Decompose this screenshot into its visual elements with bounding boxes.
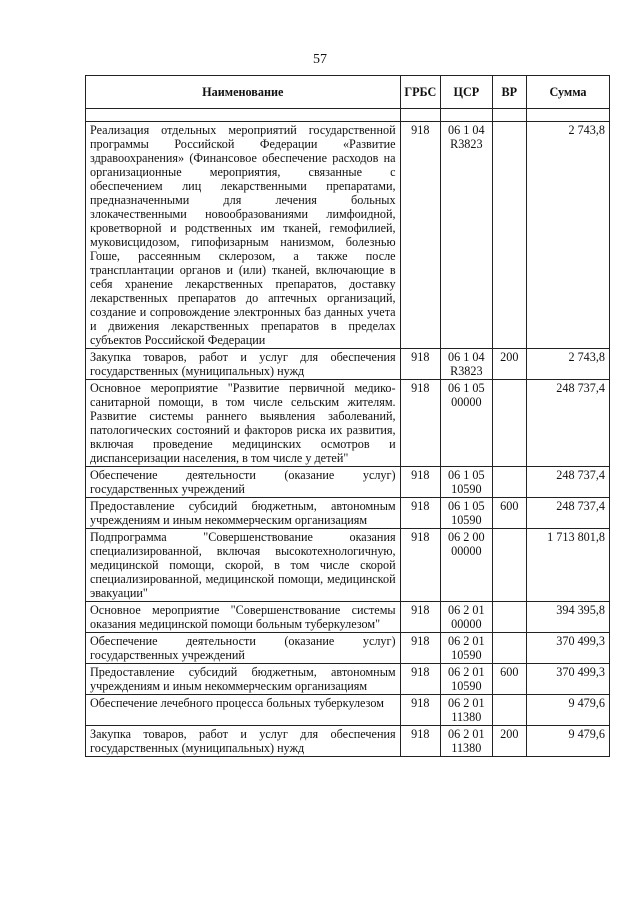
csr-code-part2: 10590 xyxy=(451,482,482,496)
row-grbs-cell: 918 xyxy=(400,726,440,757)
csr-code-part2: 00000 xyxy=(451,617,482,631)
row-csr-cell xyxy=(441,122,493,349)
csr-code-part2: R3823 xyxy=(450,364,483,378)
row-vr-cell xyxy=(492,380,526,467)
row-csr-cell xyxy=(441,602,493,633)
csr-code-part2: 11380 xyxy=(451,741,482,755)
table-row xyxy=(86,602,610,633)
row-name-cell: Основное мероприятие "Совершенствование системы оказания медицинской помощи больным туберкулезом" xyxy=(86,602,401,633)
row-sum-cell: 2 743,8 xyxy=(527,349,610,380)
csr-code-part1: 06 1 05 xyxy=(448,381,485,395)
table-row xyxy=(86,664,610,695)
budget-table xyxy=(85,75,610,757)
row-sum-cell: 248 737,4 xyxy=(527,380,610,467)
row-name-cell: Обеспечение деятельности (оказание услуг) государственных учреждений xyxy=(86,633,401,664)
row-name-cell: Предоставление субсидий бюджетным, автономным учреждениям и иным некоммерческим организациям xyxy=(86,498,401,529)
row-vr-cell xyxy=(492,122,526,349)
csr-code-part1: 06 2 01 xyxy=(448,727,485,741)
csr-code-part1: 06 2 01 xyxy=(448,603,485,617)
row-name-cell: Обеспечение лечебного процесса больных туберкулезом xyxy=(86,695,401,726)
csr-code-part1: 06 2 01 xyxy=(448,696,485,710)
table-row xyxy=(86,633,610,664)
table-row xyxy=(86,498,610,529)
table-row xyxy=(86,349,610,380)
row-grbs-cell: 918 xyxy=(400,467,440,498)
row-csr-cell xyxy=(441,498,493,529)
row-csr-cell xyxy=(441,529,493,602)
row-vr-cell: 200 xyxy=(492,349,526,380)
row-sum-cell: 248 737,4 xyxy=(527,467,610,498)
csr-code-part2: 10590 xyxy=(451,679,482,693)
csr-code-part1: 06 1 04 xyxy=(448,350,485,364)
row-vr-cell: 600 xyxy=(492,498,526,529)
row-name-cell: Обеспечение деятельности (оказание услуг) государственных учреждений xyxy=(86,467,401,498)
row-csr-cell xyxy=(441,695,493,726)
row-csr-cell xyxy=(441,664,493,695)
column-header-vr: ВР xyxy=(492,76,526,109)
row-grbs-cell: 918 xyxy=(400,602,440,633)
row-name-cell: Предоставление субсидий бюджетным, автономным учреждениям и иным некоммерческим организациям xyxy=(86,664,401,695)
table-body xyxy=(86,109,610,757)
csr-code-part1: 06 1 04 xyxy=(448,123,485,137)
csr-code-part1: 06 1 05 xyxy=(448,499,485,513)
csr-code-part2: 10590 xyxy=(451,513,482,527)
row-vr-cell xyxy=(492,602,526,633)
row-csr-cell xyxy=(441,467,493,498)
csr-code-part2: 10590 xyxy=(451,648,482,662)
csr-code-part1: 06 1 05 xyxy=(448,468,485,482)
header-row xyxy=(86,76,610,109)
row-grbs-cell: 918 xyxy=(400,529,440,602)
csr-code-part1: 06 2 01 xyxy=(448,665,485,679)
row-csr-cell xyxy=(441,726,493,757)
row-sum-cell: 248 737,4 xyxy=(527,498,610,529)
row-vr-cell xyxy=(492,633,526,664)
row-sum-cell: 394 395,8 xyxy=(527,602,610,633)
row-grbs-cell: 918 xyxy=(400,695,440,726)
column-header-grbs: ГРБС xyxy=(400,76,440,109)
column-header-sum: Сумма xyxy=(527,76,610,109)
row-sum-cell: 370 499,3 xyxy=(527,664,610,695)
csr-code-part2: R3823 xyxy=(450,137,483,151)
row-csr-cell xyxy=(441,349,493,380)
row-vr-cell: 200 xyxy=(492,726,526,757)
row-sum-cell: 2 743,8 xyxy=(527,122,610,349)
csr-code-part2: 00000 xyxy=(451,395,482,409)
column-header-name: Наименование xyxy=(86,76,401,109)
row-vr-cell xyxy=(492,695,526,726)
row-sum-cell: 1 713 801,8 xyxy=(527,529,610,602)
table-row xyxy=(86,122,610,349)
row-name-cell: Подпрограмма "Совершенствование оказания специализированной, включая высокотехнологичную, медицинской помощи, скорой, в том числе скорой специализированной, медицинской помощи, медицинской эвакуации" xyxy=(86,529,401,602)
table-header xyxy=(86,76,610,109)
table-row xyxy=(86,467,610,498)
row-name-cell: Реализация отдельных мероприятий государственной программы Российской Федерации «Развитие здравоохранения» (Финансовое обеспечение расходов на организационные мероприятия, связанные с обеспечением лиц лекарственными препаратами, предназначенными для лечения больных злокачественными новообразованиями лимфоидной, кроветворной и родственных им тканей, гемофилией, муковисцидозом, гипофизарным нанизмом, болезнью Гоше, рассеянным склерозом, а также после трансплантации органов и (или) тканей, включающие в себя хранение лекарственных препаратов, доставку лекарственных препаратов до аптечных организаций, создание и сопровождение электронных баз данных учета и движения лекарственных препаратов в пределах субъектов Российской Федерации xyxy=(86,122,401,349)
table-row xyxy=(86,726,610,757)
row-grbs-cell: 918 xyxy=(400,380,440,467)
table-row xyxy=(86,529,610,602)
row-csr-cell xyxy=(441,380,493,467)
row-vr-cell: 600 xyxy=(492,664,526,695)
row-vr-cell xyxy=(492,529,526,602)
csr-code-part2: 11380 xyxy=(451,710,482,724)
csr-code-part1: 06 2 01 xyxy=(448,634,485,648)
row-name-cell: Закупка товаров, работ и услуг для обеспечения государственных (муниципальных) нужд xyxy=(86,726,401,757)
row-grbs-cell: 918 xyxy=(400,498,440,529)
spacer-row xyxy=(86,109,610,122)
page-number: 57 xyxy=(313,52,327,67)
table-row xyxy=(86,695,610,726)
row-csr-cell xyxy=(441,633,493,664)
csr-code-part2: 00000 xyxy=(451,544,482,558)
row-grbs-cell: 918 xyxy=(400,633,440,664)
row-grbs-cell: 918 xyxy=(400,349,440,380)
row-grbs-cell: 918 xyxy=(400,664,440,695)
row-name-cell: Основное мероприятие "Развитие первичной медико-санитарной помощи, в том числе сельским жителям. Развитие системы раннего выявления заболеваний, патологических состояний и факторов риска их развития, включая проведение медицинских осмотров и диспансеризации населения, в том числе у детей" xyxy=(86,380,401,467)
csr-code-part1: 06 2 00 xyxy=(448,530,485,544)
table-row xyxy=(86,380,610,467)
row-sum-cell: 370 499,3 xyxy=(527,633,610,664)
column-header-csr: ЦСР xyxy=(441,76,493,109)
row-name-cell: Закупка товаров, работ и услуг для обеспечения государственных (муниципальных) нужд xyxy=(86,349,401,380)
row-sum-cell: 9 479,6 xyxy=(527,726,610,757)
row-grbs-cell: 918 xyxy=(400,122,440,349)
row-vr-cell xyxy=(492,467,526,498)
row-sum-cell: 9 479,6 xyxy=(527,695,610,726)
